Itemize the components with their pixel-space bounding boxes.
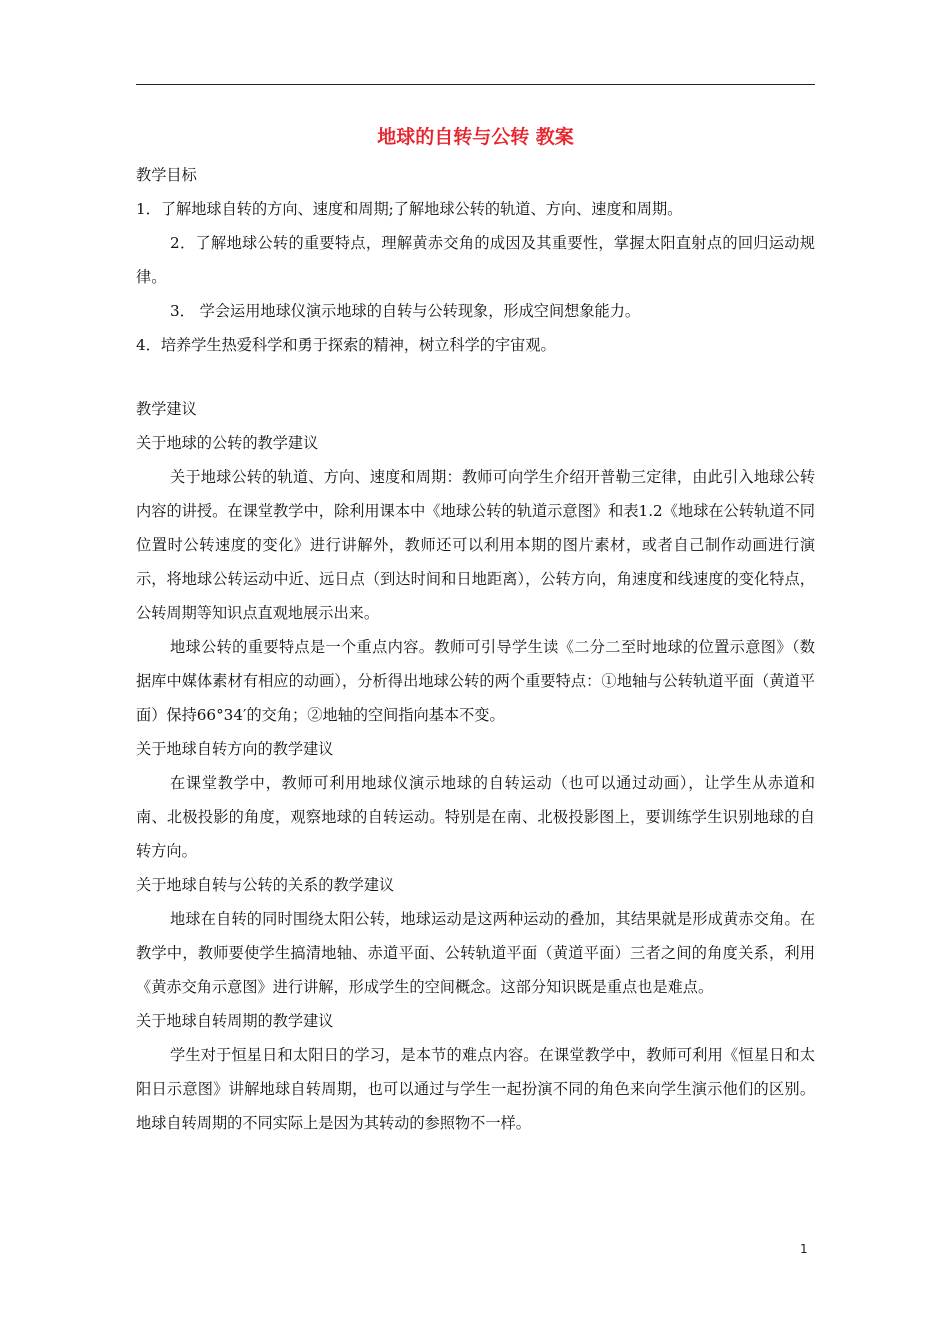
section-gap	[136, 362, 815, 392]
section-heading-rotation-revolution-relation: 关于地球自转与公转的关系的教学建议	[136, 876, 395, 894]
goal-item-3: 3． 学会运用地球仪演示地球的自转与公转现象，形成空间想象能力。	[170, 302, 641, 320]
goal-item-2: 2．了解地球公转的重要特点，理解黄赤交角的成因及其重要性，掌握太阳直射点的回归运动规律。	[136, 234, 815, 286]
goal-item-1: 1．了解地球自转的方向、速度和周期;了解地球公转的轨道、方向、速度和周期。	[136, 200, 683, 218]
section-paragraph: 学生对于恒星日和太阳日的学习，是本节的难点内容。在课堂教学中，教师可利用《恒星日和太阳日示意图》讲解地球自转周期，也可以通过与学生一起扮演不同的角色来向学生演示他们的区别。地球自转周期的不同实际上是因为其转动的参照物不一样。	[136, 1046, 815, 1132]
suggestions-heading: 教学建议	[136, 400, 197, 418]
page-number: 1	[800, 1242, 808, 1256]
section-paragraph: 在课堂教学中，教师可利用地球仪演示地球的自转运动（也可以通过动画），让学生从赤道和南、北极投影的角度，观察地球的自转运动。特别是在南、北极投影图上，要训练学生识别地球的自转方向。	[136, 774, 815, 860]
goals-heading: 教学目标	[136, 166, 197, 184]
header-rule	[136, 84, 815, 85]
document-title: 地球的自转与公转 教案	[377, 126, 574, 148]
section-paragraph: 关于地球公转的轨道、方向、速度和周期：教师可向学生介绍开普勒三定律，由此引入地球公转内容的讲授。在课堂教学中，除利用课本中《地球公转的轨道示意图》和表1.2《地球在公转轨道不同位置时公转速度的变化》进行讲解外，教师还可以利用本期的图片素材，或者自己制作动画进行演示，将地球公转运动中近、远日点（到达时间和日地距离），公转方向，角速度和线速度的变化特点，公转周期等知识点直观地展示出来。	[136, 468, 815, 622]
section-paragraph: 地球公转的重要特点是一个重点内容。教师可引导学生读《二分二至时地球的位置示意图》（数据库中媒体素材有相应的动画），分析得出地球公转的两个重要特点：①地轴与公转轨道平面（黄道平面）保持66°34′的交角；②地轴的空间指向基本不变。	[136, 638, 815, 724]
goal-item-4: 4．培养学生热爱科学和勇于探索的精神，树立科学的宇宙观。	[136, 336, 556, 354]
section-paragraph: 地球在自转的同时围绕太阳公转，地球运动是这两种运动的叠加，其结果就是形成黄赤交角。在教学中，教师要使学生搞清地轴、赤道平面、公转轨道平面（黄道平面）三者之间的角度关系，利用《黄赤交角示意图》进行讲解，形成学生的空间概念。这部分知识既是重点也是难点。	[136, 910, 815, 996]
section-heading-revolution: 关于地球的公转的教学建议	[136, 434, 319, 452]
section-heading-rotation-direction: 关于地球自转方向的教学建议	[136, 740, 334, 758]
section-heading-rotation-period: 关于地球自转周期的教学建议	[136, 1012, 334, 1030]
document-body	[136, 118, 815, 1140]
